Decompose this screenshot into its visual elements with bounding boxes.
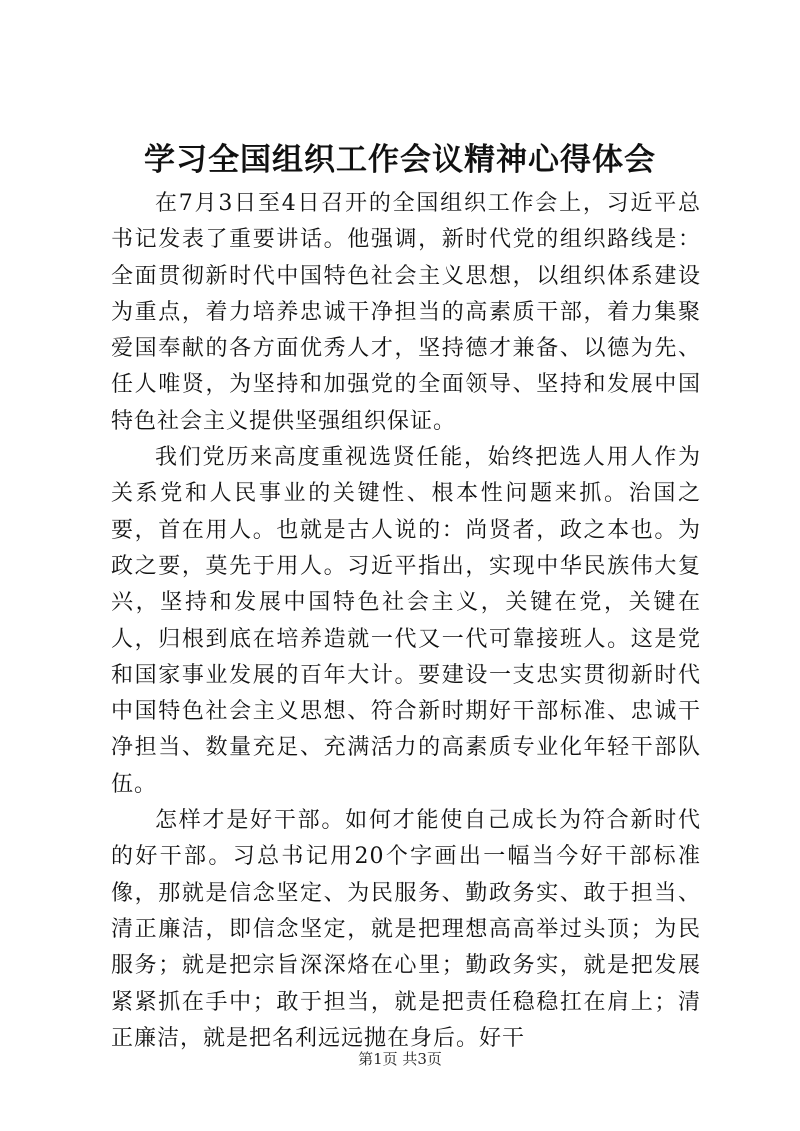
document-title: 学习全国组织工作会议精神心得体会 [144,142,656,178]
page-number: 第1页 共3页 [358,1050,442,1068]
paragraph-3: 怎样才是好干部。如何才能使自己成长为符合新时代的好干部。习总书记用20个字画出一幅当今好干部标准像，那就是信念坚定、为民服务、勤政务实、敢于担当、清正廉洁，即信念坚定，就是把理想高高举过头顶；为民服务；就是把宗旨深深烙在心里；勤政务实，就是把发展紧紧抓在手中；敢于担当，就是把责任稳稳扛在肩上；清正廉洁，就是把名利远远抛在身后。好干 [111,808,701,1051]
page-footer [0,1049,800,1069]
document-body [111,186,701,1057]
paragraph-2: 我们党历来高度重视选贤任能，始终把选人用人作为关系党和人民事业的关键性、根本性问题来抓。治国之要，首在用人。也就是古人说的：尚贤者，政之本也。为政之要，莫先于用人。习近平指出，实现中华民族伟大复兴，坚持和发展中国特色社会主义，关键在党，关键在人，归根到底在培养造就一代又一代可靠接班人。这是党和国家事业发展的百年大计。要建设一支忠实贯彻新时代中国特色社会主义思想、符合新时期好干部标准、忠诚干净担当、数量充足、充满活力的高素质专业化年轻干部队伍。 [111,445,701,797]
paragraph-1: 在7月3日至4日召开的全国组织工作会上，习近平总书记发表了重要讲话。他强调，新时代党的组织路线是：全面贯彻新时代中国特色社会主义思想，以组织体系建设为重点，着力培养忠诚干净担当的高素质干部，着力集聚爱国奉献的各方面优秀人才，坚持德才兼备、以德为先、任人唯贤，为坚持和加强党的全面领导、坚持和发展中国特色社会主义提供坚强组织保证。 [111,191,701,434]
